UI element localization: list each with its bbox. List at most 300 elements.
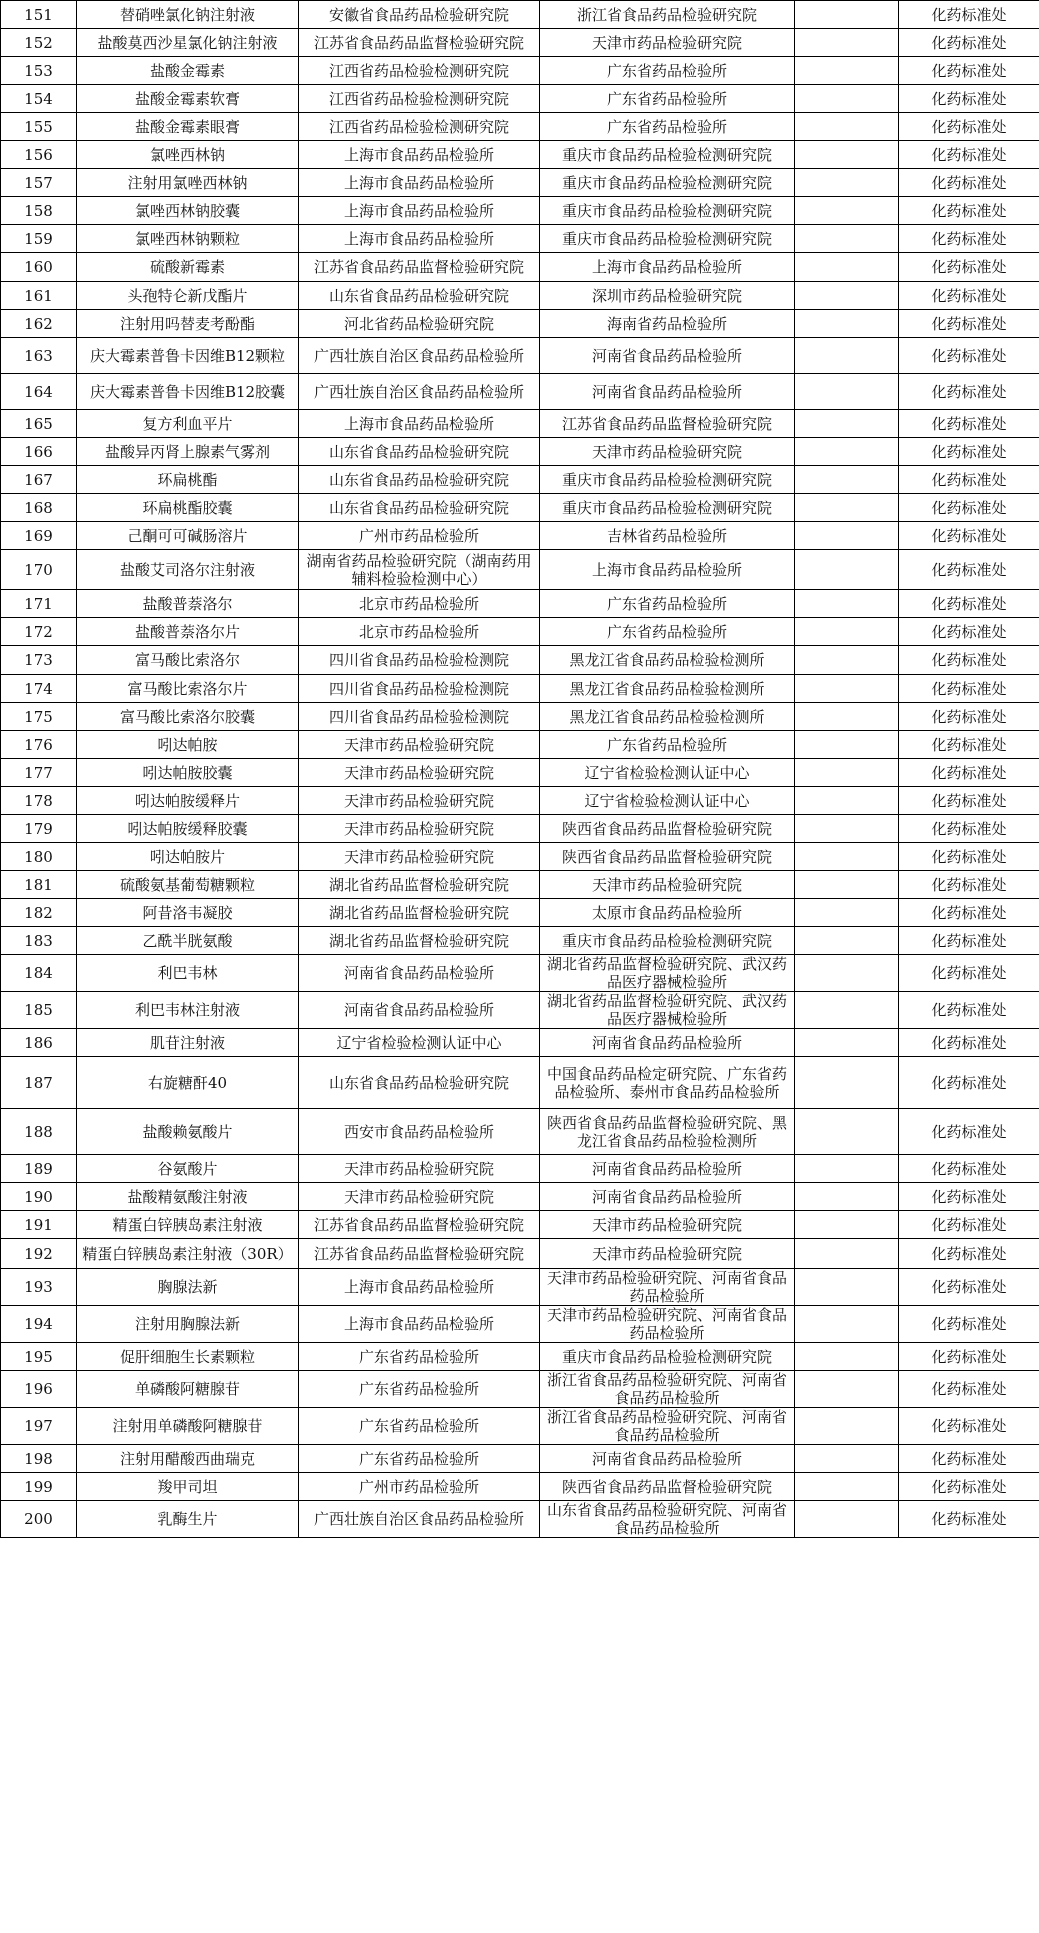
department-cell: 化药标准处 <box>899 1155 1039 1183</box>
empty-cell-cell <box>795 1211 899 1239</box>
drafting-institute-cell: 天津市药品检验研究院 <box>299 815 540 843</box>
department-cell: 化药标准处 <box>899 646 1039 675</box>
drafting-institute-cell: 天津市药品检验研究院 <box>299 787 540 815</box>
row-number-cell: 185 <box>1 992 77 1029</box>
drafting-institute-cell: 湖北省药品监督检验研究院 <box>299 871 540 899</box>
row-number-cell: 151 <box>1 1 77 29</box>
row-number-cell: 197 <box>1 1408 77 1445</box>
empty-cell-cell <box>795 871 899 899</box>
table-row <box>1 899 1039 927</box>
department-cell: 化药标准处 <box>899 1109 1039 1155</box>
review-institute-cell: 河南省食品药品检验所 <box>540 338 795 374</box>
review-institute-cell: 江苏省食品药品监督检验研究院 <box>540 410 795 438</box>
row-number-cell: 182 <box>1 899 77 927</box>
table-row <box>1 410 1039 438</box>
department-cell: 化药标准处 <box>899 759 1039 787</box>
row-number-cell: 169 <box>1 522 77 550</box>
department-cell: 化药标准处 <box>899 899 1039 927</box>
department-cell: 化药标准处 <box>899 1501 1039 1538</box>
table-row <box>1 282 1039 310</box>
review-institute-cell: 浙江省食品药品检验研究院 <box>540 1 795 29</box>
row-number-cell: 162 <box>1 310 77 338</box>
empty-cell-cell <box>795 494 899 522</box>
row-number-cell: 159 <box>1 225 77 253</box>
empty-cell-cell <box>795 1371 899 1408</box>
review-institute-cell: 河南省食品药品检验所 <box>540 1029 795 1057</box>
drug-name-cell: 注射用氯唑西林钠 <box>77 169 299 197</box>
review-institute-cell: 广东省药品检验所 <box>540 731 795 759</box>
drafting-institute-cell: 江苏省食品药品监督检验研究院 <box>299 253 540 282</box>
drug-name-cell: 吲达帕胺缓释片 <box>77 787 299 815</box>
table-row <box>1 955 1039 992</box>
department-cell: 化药标准处 <box>899 1183 1039 1211</box>
empty-cell-cell <box>795 899 899 927</box>
drafting-institute-cell: 江苏省食品药品监督检验研究院 <box>299 1239 540 1269</box>
drafting-institute-cell: 山东省食品药品检验研究院 <box>299 1057 540 1109</box>
drug-name-cell: 盐酸普萘洛尔 <box>77 590 299 618</box>
empty-cell-cell <box>795 282 899 310</box>
department-cell: 化药标准处 <box>899 438 1039 466</box>
row-number-cell: 194 <box>1 1306 77 1343</box>
table-row <box>1 815 1039 843</box>
drafting-institute-cell: 上海市食品药品检验所 <box>299 169 540 197</box>
department-cell: 化药标准处 <box>899 253 1039 282</box>
review-institute-cell: 山东省食品药品检验研究院、河南省食品药品检验所 <box>540 1501 795 1538</box>
table-row <box>1 1155 1039 1183</box>
drafting-institute-cell: 四川省食品药品检验检测院 <box>299 675 540 703</box>
drug-name-cell: 复方利血平片 <box>77 410 299 438</box>
department-cell: 化药标准处 <box>899 85 1039 113</box>
department-cell: 化药标准处 <box>899 1029 1039 1057</box>
review-institute-cell: 浙江省食品药品检验研究院、河南省食品药品检验所 <box>540 1371 795 1408</box>
empty-cell-cell <box>795 169 899 197</box>
drug-name-cell: 羧甲司坦 <box>77 1473 299 1501</box>
row-number-cell: 163 <box>1 338 77 374</box>
row-number-cell: 158 <box>1 197 77 225</box>
drafting-institute-cell: 河北省药品检验研究院 <box>299 310 540 338</box>
drafting-institute-cell: 广西壮族自治区食品药品检验所 <box>299 338 540 374</box>
empty-cell-cell <box>795 1269 899 1306</box>
review-institute-cell: 黑龙江省食品药品检验检测所 <box>540 703 795 731</box>
empty-cell-cell <box>795 759 899 787</box>
table-row <box>1 522 1039 550</box>
table-row <box>1 675 1039 703</box>
review-institute-cell: 辽宁省检验检测认证中心 <box>540 759 795 787</box>
row-number-cell: 155 <box>1 113 77 141</box>
review-institute-cell: 黑龙江省食品药品检验检测所 <box>540 646 795 675</box>
row-number-cell: 176 <box>1 731 77 759</box>
drug-name-cell: 吲达帕胺胶囊 <box>77 759 299 787</box>
row-number-cell: 196 <box>1 1371 77 1408</box>
department-cell: 化药标准处 <box>899 1306 1039 1343</box>
department-cell: 化药标准处 <box>899 410 1039 438</box>
drug-name-cell: 头孢特仑新戊酯片 <box>77 282 299 310</box>
drug-name-cell: 注射用吗替麦考酚酯 <box>77 310 299 338</box>
review-institute-cell: 湖北省药品监督检验研究院、武汉药品医疗器械检验所 <box>540 992 795 1029</box>
table-row <box>1 703 1039 731</box>
empty-cell-cell <box>795 1501 899 1538</box>
drug-name-cell: 吲达帕胺 <box>77 731 299 759</box>
drafting-institute-cell: 天津市药品检验研究院 <box>299 843 540 871</box>
empty-cell-cell <box>795 29 899 57</box>
drug-name-cell: 盐酸异丙肾上腺素气雾剂 <box>77 438 299 466</box>
review-institute-cell: 浙江省食品药品检验研究院、河南省食品药品检验所 <box>540 1408 795 1445</box>
drug-name-cell: 精蛋白锌胰岛素注射液（30R） <box>77 1239 299 1269</box>
empty-cell-cell <box>795 927 899 955</box>
row-number-cell: 173 <box>1 646 77 675</box>
department-cell: 化药标准处 <box>899 57 1039 85</box>
empty-cell-cell <box>795 1109 899 1155</box>
review-institute-cell: 陕西省食品药品监督检验研究院 <box>540 843 795 871</box>
drafting-institute-cell: 湖南省药品检验研究院（湖南药用辅料检验检测中心） <box>299 550 540 590</box>
empty-cell-cell <box>795 225 899 253</box>
row-number-cell: 152 <box>1 29 77 57</box>
drafting-institute-cell: 江西省药品检验检测研究院 <box>299 113 540 141</box>
drafting-institute-cell: 江西省药品检验检测研究院 <box>299 57 540 85</box>
department-cell: 化药标准处 <box>899 29 1039 57</box>
empty-cell-cell <box>795 1306 899 1343</box>
review-institute-cell: 河南省食品药品检验所 <box>540 1445 795 1473</box>
drug-name-cell: 促肝细胞生长素颗粒 <box>77 1343 299 1371</box>
empty-cell-cell <box>795 590 899 618</box>
drafting-institute-cell: 上海市食品药品检验所 <box>299 141 540 169</box>
drug-name-cell: 利巴韦林 <box>77 955 299 992</box>
row-number-cell: 200 <box>1 1501 77 1538</box>
table-row <box>1 992 1039 1029</box>
drug-name-cell: 氯唑西林钠颗粒 <box>77 225 299 253</box>
row-number-cell: 164 <box>1 374 77 410</box>
empty-cell-cell <box>795 522 899 550</box>
table-row <box>1 618 1039 646</box>
table-row <box>1 1211 1039 1239</box>
drafting-institute-cell: 江西省药品检验检测研究院 <box>299 85 540 113</box>
review-institute-cell: 辽宁省检验检测认证中心 <box>540 787 795 815</box>
row-number-cell: 184 <box>1 955 77 992</box>
empty-cell-cell <box>795 703 899 731</box>
review-institute-cell: 海南省药品检验所 <box>540 310 795 338</box>
department-cell: 化药标准处 <box>899 675 1039 703</box>
review-institute-cell: 湖北省药品监督检验研究院、武汉药品医疗器械检验所 <box>540 955 795 992</box>
table-row <box>1 141 1039 169</box>
drafting-institute-cell: 广东省药品检验所 <box>299 1371 540 1408</box>
empty-cell-cell <box>795 1408 899 1445</box>
department-cell: 化药标准处 <box>899 992 1039 1029</box>
department-cell: 化药标准处 <box>899 1343 1039 1371</box>
review-institute-cell: 广东省药品检验所 <box>540 57 795 85</box>
empty-cell-cell <box>795 57 899 85</box>
empty-cell-cell <box>795 787 899 815</box>
review-institute-cell: 重庆市食品药品检验检测研究院 <box>540 466 795 494</box>
table-row <box>1 494 1039 522</box>
review-institute-cell: 重庆市食品药品检验检测研究院 <box>540 197 795 225</box>
review-institute-cell: 陕西省食品药品监督检验研究院、黑龙江省食品药品检验检测所 <box>540 1109 795 1155</box>
drug-name-cell: 盐酸精氨酸注射液 <box>77 1183 299 1211</box>
empty-cell-cell <box>795 1057 899 1109</box>
review-institute-cell: 深圳市药品检验研究院 <box>540 282 795 310</box>
empty-cell-cell <box>795 438 899 466</box>
row-number-cell: 166 <box>1 438 77 466</box>
table-row <box>1 787 1039 815</box>
table-row <box>1 1029 1039 1057</box>
table-row <box>1 843 1039 871</box>
review-institute-cell: 河南省食品药品检验所 <box>540 1155 795 1183</box>
drafting-institute-cell: 湖北省药品监督检验研究院 <box>299 927 540 955</box>
drafting-institute-cell: 广州市药品检验所 <box>299 1473 540 1501</box>
table-row <box>1 927 1039 955</box>
drafting-institute-cell: 上海市食品药品检验所 <box>299 410 540 438</box>
row-number-cell: 199 <box>1 1473 77 1501</box>
department-cell: 化药标准处 <box>899 843 1039 871</box>
department-cell: 化药标准处 <box>899 815 1039 843</box>
drug-name-cell: 吲达帕胺缓释胶囊 <box>77 815 299 843</box>
department-cell: 化药标准处 <box>899 731 1039 759</box>
review-institute-cell: 广东省药品检验所 <box>540 85 795 113</box>
review-institute-cell: 天津市药品检验研究院 <box>540 1239 795 1269</box>
review-institute-cell: 广东省药品检验所 <box>540 113 795 141</box>
empty-cell-cell <box>795 1155 899 1183</box>
row-number-cell: 160 <box>1 253 77 282</box>
empty-cell-cell <box>795 1473 899 1501</box>
row-number-cell: 175 <box>1 703 77 731</box>
row-number-cell: 192 <box>1 1239 77 1269</box>
row-number-cell: 186 <box>1 1029 77 1057</box>
drug-name-cell: 利巴韦林注射液 <box>77 992 299 1029</box>
department-cell: 化药标准处 <box>899 1269 1039 1306</box>
drug-name-cell: 富马酸比索洛尔片 <box>77 675 299 703</box>
drug-name-cell: 肌苷注射液 <box>77 1029 299 1057</box>
drafting-institute-cell: 广东省药品检验所 <box>299 1408 540 1445</box>
table-row <box>1 1371 1039 1408</box>
table-row <box>1 1057 1039 1109</box>
drug-name-cell: 注射用单磷酸阿糖腺苷 <box>77 1408 299 1445</box>
table-row <box>1 438 1039 466</box>
empty-cell-cell <box>795 466 899 494</box>
drug-name-cell: 盐酸莫西沙星氯化钠注射液 <box>77 29 299 57</box>
table-row <box>1 113 1039 141</box>
empty-cell-cell <box>795 618 899 646</box>
empty-cell-cell <box>795 1343 899 1371</box>
drafting-institute-cell: 广东省药品检验所 <box>299 1445 540 1473</box>
table-row <box>1 197 1039 225</box>
department-cell: 化药标准处 <box>899 374 1039 410</box>
drug-name-cell: 右旋糖酐40 <box>77 1057 299 1109</box>
row-number-cell: 183 <box>1 927 77 955</box>
review-institute-cell: 重庆市食品药品检验检测研究院 <box>540 1343 795 1371</box>
drafting-institute-cell: 山东省食品药品检验研究院 <box>299 282 540 310</box>
review-institute-cell: 重庆市食品药品检验检测研究院 <box>540 927 795 955</box>
drafting-institute-cell: 上海市食品药品检验所 <box>299 1306 540 1343</box>
table-row <box>1 374 1039 410</box>
row-number-cell: 179 <box>1 815 77 843</box>
table-row <box>1 253 1039 282</box>
drug-name-cell: 阿昔洛韦凝胶 <box>77 899 299 927</box>
drug-name-cell: 注射用醋酸西曲瑞克 <box>77 1445 299 1473</box>
drafting-institute-cell: 辽宁省检验检测认证中心 <box>299 1029 540 1057</box>
review-institute-cell: 河南省食品药品检验所 <box>540 1183 795 1211</box>
department-cell: 化药标准处 <box>899 590 1039 618</box>
empty-cell-cell <box>795 1445 899 1473</box>
drug-name-cell: 己酮可可碱肠溶片 <box>77 522 299 550</box>
drug-name-cell: 吲达帕胺片 <box>77 843 299 871</box>
empty-cell-cell <box>795 646 899 675</box>
review-institute-cell: 天津市药品检验研究院、河南省食品药品检验所 <box>540 1306 795 1343</box>
department-cell: 化药标准处 <box>899 1371 1039 1408</box>
department-cell: 化药标准处 <box>899 169 1039 197</box>
department-cell: 化药标准处 <box>899 113 1039 141</box>
review-institute-cell: 重庆市食品药品检验检测研究院 <box>540 494 795 522</box>
drafting-institute-cell: 湖北省药品监督检验研究院 <box>299 899 540 927</box>
drug-name-cell: 单磷酸阿糖腺苷 <box>77 1371 299 1408</box>
empty-cell-cell <box>795 253 899 282</box>
drug-name-cell: 乙酰半胱氨酸 <box>77 927 299 955</box>
department-cell: 化药标准处 <box>899 1445 1039 1473</box>
review-institute-cell: 天津市药品检验研究院 <box>540 29 795 57</box>
empty-cell-cell <box>795 675 899 703</box>
row-number-cell: 198 <box>1 1445 77 1473</box>
review-institute-cell: 陕西省食品药品监督检验研究院 <box>540 815 795 843</box>
drug-name-cell: 环扁桃酯 <box>77 466 299 494</box>
row-number-cell: 187 <box>1 1057 77 1109</box>
drug-name-cell: 盐酸金霉素 <box>77 57 299 85</box>
drafting-institute-cell: 北京市药品检验所 <box>299 618 540 646</box>
row-number-cell: 154 <box>1 85 77 113</box>
drafting-institute-cell: 广州市药品检验所 <box>299 522 540 550</box>
table-row <box>1 169 1039 197</box>
drafting-institute-cell: 四川省食品药品检验检测院 <box>299 703 540 731</box>
department-cell: 化药标准处 <box>899 197 1039 225</box>
empty-cell-cell <box>795 815 899 843</box>
table-row <box>1 646 1039 675</box>
drug-name-cell: 盐酸普萘洛尔片 <box>77 618 299 646</box>
review-institute-cell: 重庆市食品药品检验检测研究院 <box>540 225 795 253</box>
empty-cell-cell <box>795 1 899 29</box>
drug-name-cell: 胸腺法新 <box>77 1269 299 1306</box>
department-cell: 化药标准处 <box>899 310 1039 338</box>
drafting-institute-cell: 广西壮族自治区食品药品检验所 <box>299 1501 540 1538</box>
department-cell: 化药标准处 <box>899 618 1039 646</box>
table-row <box>1 1343 1039 1371</box>
department-cell: 化药标准处 <box>899 787 1039 815</box>
drafting-institute-cell: 四川省食品药品检验检测院 <box>299 646 540 675</box>
drafting-institute-cell: 山东省食品药品检验研究院 <box>299 466 540 494</box>
department-cell: 化药标准处 <box>899 225 1039 253</box>
review-institute-cell: 太原市食品药品检验所 <box>540 899 795 927</box>
table-row <box>1 759 1039 787</box>
department-cell: 化药标准处 <box>899 494 1039 522</box>
drug-name-cell: 替硝唑氯化钠注射液 <box>77 1 299 29</box>
empty-cell-cell <box>795 1239 899 1269</box>
review-institute-cell: 天津市药品检验研究院 <box>540 871 795 899</box>
review-institute-cell: 天津市药品检验研究院 <box>540 438 795 466</box>
drug-name-cell: 谷氨酸片 <box>77 1155 299 1183</box>
drafting-institute-cell: 西安市食品药品检验所 <box>299 1109 540 1155</box>
empty-cell-cell <box>795 843 899 871</box>
department-cell: 化药标准处 <box>899 1 1039 29</box>
department-cell: 化药标准处 <box>899 703 1039 731</box>
drug-name-cell: 氯唑西林钠 <box>77 141 299 169</box>
drafting-institute-cell: 安徽省食品药品检验研究院 <box>299 1 540 29</box>
review-institute-cell: 河南省食品药品检验所 <box>540 374 795 410</box>
drafting-institute-cell: 上海市食品药品检验所 <box>299 225 540 253</box>
drafting-institute-cell: 山东省食品药品检验研究院 <box>299 494 540 522</box>
row-number-cell: 161 <box>1 282 77 310</box>
review-institute-cell: 黑龙江省食品药品检验检测所 <box>540 675 795 703</box>
row-number-cell: 195 <box>1 1343 77 1371</box>
drug-name-cell: 精蛋白锌胰岛素注射液 <box>77 1211 299 1239</box>
department-cell: 化药标准处 <box>899 550 1039 590</box>
empty-cell-cell <box>795 374 899 410</box>
table-row <box>1 1408 1039 1445</box>
department-cell: 化药标准处 <box>899 1473 1039 1501</box>
drafting-institute-cell: 山东省食品药品检验研究院 <box>299 438 540 466</box>
row-number-cell: 167 <box>1 466 77 494</box>
table-row <box>1 731 1039 759</box>
row-number-cell: 165 <box>1 410 77 438</box>
review-institute-cell: 天津市药品检验研究院 <box>540 1211 795 1239</box>
department-cell: 化药标准处 <box>899 338 1039 374</box>
table-row <box>1 1 1039 29</box>
empty-cell-cell <box>795 955 899 992</box>
empty-cell-cell <box>795 410 899 438</box>
drafting-institute-cell: 上海市食品药品检验所 <box>299 197 540 225</box>
row-number-cell: 181 <box>1 871 77 899</box>
table-row <box>1 466 1039 494</box>
review-institute-cell: 中国食品药品检定研究院、广东省药品检验所、泰州市食品药品检验所 <box>540 1057 795 1109</box>
table-row <box>1 225 1039 253</box>
row-number-cell: 153 <box>1 57 77 85</box>
empty-cell-cell <box>795 1029 899 1057</box>
row-number-cell: 170 <box>1 550 77 590</box>
table-row <box>1 1183 1039 1211</box>
review-institute-cell: 重庆市食品药品检验检测研究院 <box>540 169 795 197</box>
table-row <box>1 338 1039 374</box>
table-row <box>1 1501 1039 1538</box>
drafting-institute-cell: 上海市食品药品检验所 <box>299 1269 540 1306</box>
drafting-institute-cell: 天津市药品检验研究院 <box>299 731 540 759</box>
drug-name-cell: 庆大霉素普鲁卡因维B12胶囊 <box>77 374 299 410</box>
drug-name-cell: 盐酸赖氨酸片 <box>77 1109 299 1155</box>
review-institute-cell: 广东省药品检验所 <box>540 618 795 646</box>
department-cell: 化药标准处 <box>899 466 1039 494</box>
department-cell: 化药标准处 <box>899 1239 1039 1269</box>
drug-name-cell: 硫酸氨基葡萄糖颗粒 <box>77 871 299 899</box>
drug-name-cell: 乳酶生片 <box>77 1501 299 1538</box>
drafting-institute-cell: 江苏省食品药品监督检验研究院 <box>299 29 540 57</box>
review-institute-cell: 上海市食品药品检验所 <box>540 253 795 282</box>
empty-cell-cell <box>795 992 899 1029</box>
table-row <box>1 1109 1039 1155</box>
empty-cell-cell <box>795 310 899 338</box>
department-cell: 化药标准处 <box>899 927 1039 955</box>
row-number-cell: 191 <box>1 1211 77 1239</box>
department-cell: 化药标准处 <box>899 955 1039 992</box>
table-body <box>1 1 1039 1538</box>
drug-name-cell: 盐酸金霉素软膏 <box>77 85 299 113</box>
table-row <box>1 1445 1039 1473</box>
row-number-cell: 174 <box>1 675 77 703</box>
row-number-cell: 172 <box>1 618 77 646</box>
empty-cell-cell <box>795 113 899 141</box>
row-number-cell: 178 <box>1 787 77 815</box>
empty-cell-cell <box>795 197 899 225</box>
table-row <box>1 871 1039 899</box>
row-number-cell: 157 <box>1 169 77 197</box>
row-number-cell: 189 <box>1 1155 77 1183</box>
empty-cell-cell <box>795 338 899 374</box>
drug-name-cell: 环扁桃酯胶囊 <box>77 494 299 522</box>
drafting-institute-cell: 天津市药品检验研究院 <box>299 1183 540 1211</box>
table-row <box>1 1239 1039 1269</box>
